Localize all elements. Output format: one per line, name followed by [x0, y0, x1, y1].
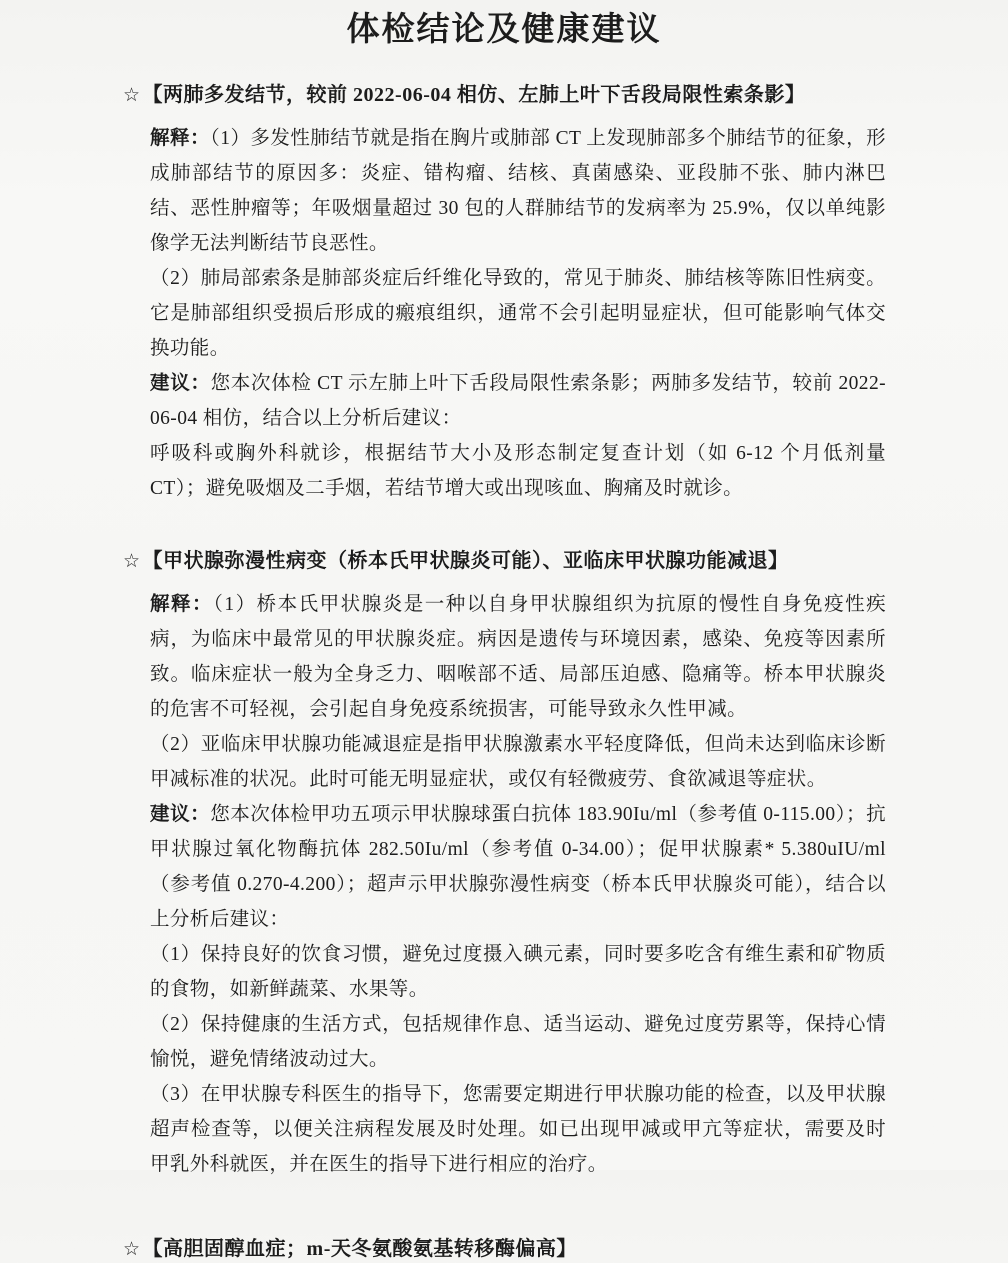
section-body [123, 587, 886, 1182]
paragraph-text: （2）亚临床甲状腺功能减退症是指甲状腺激素水平轻度降低，但尚未达到临床诊断甲减标准的状况。此时可能无明显症状，或仅有轻微疲劳、食欲减退等症状。 [150, 734, 886, 790]
paragraph-advice [150, 797, 886, 937]
section-heading-text: 【甲状腺弥漫性病变（桥本氏甲状腺炎可能）、亚临床甲状腺功能减退】 [142, 550, 789, 572]
paragraph-text: （2）保持健康的生活方式，包括规律作息、适当运动、避免过度劳累等，保持心情愉悦，避免情绪波动过大。 [150, 1014, 886, 1070]
paragraph-label: 解释： [150, 594, 214, 615]
paragraph-text: 您本次体检 CT 示左肺上叶下舌段局限性索条影；两肺多发结节，较前 2022-06-04 相仿，结合以上分析后建议： [150, 373, 886, 429]
paragraph-label: 建议： [150, 373, 211, 394]
section-heading-text: 【两肺多发结节，较前 2022-06-04 相仿、左肺上叶下舌段局限性索条影】 [142, 84, 806, 106]
paragraph-label: 解释： [150, 128, 210, 149]
paragraph-text: （2）肺局部索条是肺部炎症后纤维化导致的，常见于肺炎、肺结核等陈旧性病变。它是肺部组织受损后形成的瘢痕组织，通常不会引起明显症状，但可能影响气体交换功能。 [150, 268, 886, 359]
paragraph-text: （1）桥本氏甲状腺炎是一种以自身甲状腺组织为抗原的慢性自身免疫性疾病，为临床中最常见的甲状腺炎症。病因是遗传与环境因素，感染、免疫等因素所致。临床症状一般为全身乏力、咽喉部不适、局部压迫感、隐痛等。桥本甲状腺炎的危害不可轻视，会引起自身免疫系统损害，可能导致永久性甲减。 [150, 594, 887, 720]
section-body [123, 121, 886, 506]
paragraph-label: 建议： [150, 804, 211, 825]
paragraph-text: 您本次体检甲功五项示甲状腺球蛋白抗体 183.90Iu/ml（参考值 0-115.00）；抗甲状腺过氧化物酶抗体 282.50Iu/ml（参考值 0-34.00）；促甲状腺素* 5.380uIU/ml（参考值 0.270-4.200）；超声示甲状腺弥漫性病变（桥本氏甲状腺炎可能），结合以上分析后建议： [150, 804, 887, 930]
paragraph-advice [150, 436, 886, 506]
paragraph-explanation [150, 727, 886, 797]
paragraph-advice [150, 937, 886, 1007]
paragraph-text: （1）保持良好的饮食习惯，避免过度摄入碘元素，同时要多吃含有维生素和矿物质的食物，如新鲜蔬菜、水果等。 [150, 944, 886, 1000]
paragraph-explanation [150, 587, 886, 727]
section-cholesterol-ast [123, 1236, 886, 1263]
paragraph-explanation [150, 121, 886, 261]
section-heading [123, 548, 886, 575]
paragraph-text: 呼吸科或胸外科就诊，根据结节大小及形态制定复查计划（如 6-12 个月低剂量 CT）；避免吸烟及二手烟，若结节增大或出现咳血、胸痛及时就诊。 [150, 443, 886, 499]
paragraph-advice [150, 366, 886, 436]
star-icon: ☆ [123, 85, 141, 106]
paragraph-explanation [150, 261, 886, 366]
section-heading [123, 1236, 886, 1263]
paragraph-advice [150, 1077, 886, 1182]
section-heading [123, 82, 886, 109]
paragraph-text: （3）在甲状腺专科医生的指导下，您需要定期进行甲状腺功能的检查，以及甲状腺超声检查等，以便关注病程发展及时处理。如已出现甲减或甲亢等症状，需要及时甲乳外科就医，并在医生的指导下进行相应的治疗。 [150, 1084, 886, 1175]
section-heading-text: 【高胆固醇血症；m-天冬氨酸氨基转移酶偏高】 [142, 1238, 577, 1260]
section-lung-nodules [123, 82, 886, 506]
paragraph-text: （1）多发性肺结节就是指在胸片或肺部 CT 上发现肺部多个肺结节的征象，形成肺部结节的原因多：炎症、错构瘤、结核、真菌感染、亚段肺不张、肺内淋巴结、恶性肿瘤等；年吸烟量超过 30 包的人群肺结节的发病率为 25.9%，仅以单纯影像学无法判断结节良恶性。 [150, 128, 886, 254]
paragraph-advice [150, 1007, 886, 1077]
star-icon: ☆ [123, 551, 141, 572]
star-icon: ☆ [123, 1239, 141, 1260]
document-title: 体检结论及健康建议 [346, 12, 662, 48]
section-thyroid [123, 548, 886, 1182]
